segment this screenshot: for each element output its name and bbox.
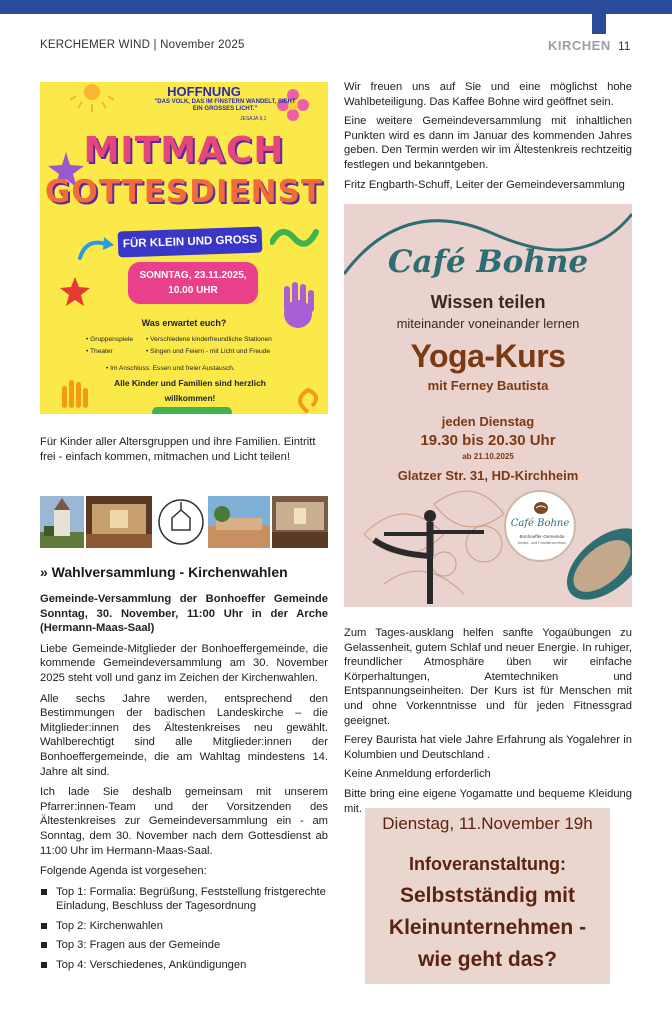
course-start: ab 21.10.2025 [462, 452, 514, 461]
swirl-icon [290, 382, 326, 414]
red-star-icon [60, 277, 90, 307]
agenda-item: Top 2: Kirchenwahlen [40, 919, 328, 934]
coffee-bean-icon [532, 500, 550, 516]
bullet-square-icon [41, 923, 47, 929]
expect-heading: Was erwartet euch? [141, 318, 227, 328]
hall-interior-photo [272, 496, 328, 548]
article-lead: Gemeinde-Versammlung der Bonhoeffer Gemeinde Sonntag, 30. November, 11:00 Uhr in der Arche (Hermann-Maas-Saal) [40, 593, 328, 635]
wahlversammlung-article-continued [344, 80, 632, 197]
section-label: KIRCHEN [548, 38, 611, 53]
course-time: 19.30 bis 20.30 Uhr [420, 432, 556, 449]
cafe-bohne-title: Café Bohne [387, 244, 589, 280]
welcome-text: Alle Kinder und Familien sind herzlich willkommen! [114, 378, 266, 403]
infoveranstaltung-poster [365, 808, 610, 984]
activity-item: • Im Anschluss: Essen und freier Austausch. [106, 365, 235, 372]
running-header: KERCHEMER WIND | November 2025 [40, 39, 245, 51]
quote-reference: JESAJA 9,1 [240, 116, 267, 122]
mitmach-gottesdienst-poster [40, 82, 328, 414]
arrow-swirl-icon [76, 234, 116, 264]
article-paragraph: Bitte bring eine eigene Yogamatte und bequeme Kleidung mit. [344, 787, 632, 815]
wahlversammlung-article [40, 592, 328, 978]
event-date-badge [128, 262, 258, 304]
article-paragraph: Wir freuen uns auf Sie und eine möglichst hohe Wahlbeteiligung. Das Kaffee Bohne wird geöffnet sein. [344, 81, 632, 108]
squiggle-icon [270, 222, 320, 252]
article-paragraph: Ich lade Sie deshalb gemeinsam mit unserem Pfarrer:innen-Team und der Vorsitzenden des Ältestenkreises zur Gemeindeversammlung ein - am Sonntag, dem 30. November nach dem Gottesdienst ab 11:00 Uhr im Hermann-Maas-Saal. [40, 786, 328, 857]
church-logo [156, 496, 206, 548]
activity-item: • Theater [86, 348, 113, 355]
course-address: Glatzer Str. 31, HD-Kirchheim [397, 468, 579, 483]
church-exterior-photo [40, 496, 84, 548]
agenda-item: Top 3: Fragen aus der Gemeinde [40, 938, 328, 953]
activity-item: • Verschiedene kinderfreundliche Stationen [146, 336, 272, 343]
teacher-name: mit Ferney Bautista [427, 378, 549, 393]
agenda-item: Top 4: Verschiedenes, Ankündigungen [40, 958, 328, 973]
bullet-square-icon [41, 962, 47, 968]
article-paragraph: Eine weitere Gemeindeversammlung mit inhaltlichen Punkten wird es dann im Januar des kommenden Jahres geben. Den Termin werden wir im Ältestenkreis rechtzeitig festlegen und bekanntgeben. [344, 115, 632, 171]
article-paragraph: Keine Anmeldung erforderlich [344, 768, 491, 781]
hoffnung-label: HOFFNUNG [167, 84, 241, 99]
section-heading-wahlversammlung: » Wahlversammlung - Kirchenwahlen [40, 564, 288, 580]
article-paragraph: Zum Tages-ausklang helfen sanfte Yogaübungen zu Gelassenheit, gutem Schlaf und neuer Energie. In ruhiger, freundlicher Atmosphäre üben wir einfache Körperhaltungen, Atemtechniken und Entspannungseinheiten. Der Kurs ist für Menschen mit und ohne Vorkenntnisse und für jeden Fitnessgrad geeignet. [344, 627, 632, 727]
event-title-line: wie geht das? [418, 948, 557, 971]
cafe-bohne-logo: Café Bohne Bonhoeffer-Gemeinde Kinder- und Familienzentrum [504, 490, 576, 562]
page-number: 11 [618, 39, 631, 53]
yoga-kurs-title: Yoga-Kurs [410, 338, 566, 374]
article-signature: Fritz Engbarth-Schuff, Leiter der Gemeindeversammlung [344, 178, 625, 191]
event-time: 10.00 UHR [168, 285, 218, 296]
activity-item: • Gruppenspiele [86, 336, 134, 343]
event-title-line: Kleinunternehmen - [388, 916, 587, 939]
hand-icon [58, 378, 94, 414]
event-date: Dienstag, 11.November 19h [382, 814, 593, 833]
bullet-square-icon [41, 942, 47, 948]
poster-caption: Für Kinder aller Altersgruppen und ihre Familien. Eintritt frei - einfach kommen, mitmachen und Licht teilen! [40, 436, 316, 463]
article-paragraph: Alle sechs Jahre werden, entsprechend den Bestimmungen der badischen Landeskirche – die Mitglieder:innen des Ältestenkreises neu gewählt. Wahlberechtigt sind alle Mitglieder:innen der Bonhoeffergemeinde, die am Wahltag mindestens 14. Jahre alt sind. [40, 692, 328, 778]
course-day: jeden Dienstag [441, 414, 535, 429]
event-title-line: Selbstständig mit [399, 884, 576, 907]
article-paragraph: Ferey Baurista hat viele Jahre Erfahrung als Yogalehrer in Kolumbien und Deutschland . [344, 734, 632, 761]
subtitle: miteinander voneinander lernen [396, 316, 580, 331]
arche-building-photo [208, 496, 270, 548]
church-interior-photo [86, 496, 152, 548]
top-bar-tab [592, 0, 606, 34]
bottom-decoration [152, 407, 232, 414]
poster-title-mitmach: MITMACH [83, 130, 285, 171]
klein-und-gross-band: FÜR KLEIN UND GROSS [118, 226, 263, 257]
event-date: SONNTAG, 23.11.2025, [139, 270, 247, 281]
agenda-list [40, 885, 328, 973]
bullet-square-icon [41, 889, 47, 895]
agenda-intro: Folgende Agenda ist vorgesehen: [40, 865, 207, 878]
wissen-teilen: Wissen teilen [430, 292, 546, 312]
event-type: Infoveranstaltung: [408, 854, 566, 874]
hoffnung-quote: "DAS VOLK, DAS IM FINSTERN WANDELT, SIEHT EIN GROSSES LICHT." [154, 99, 296, 112]
cafe-bohne-yoga-poster [344, 204, 632, 607]
article-paragraph: Liebe Gemeinde-Mitglieder der Bonhoeffergemeinde, die kommende Gemeindeversammlung am 30. November 2025 steht voll und ganz im Zeichen der Kirchenwahlen. [40, 642, 328, 684]
church-photo-strip [40, 496, 328, 548]
yoga-article [344, 626, 632, 821]
poster-title-gottesdienst: GOTTESDIENST [44, 174, 324, 210]
top-color-bar [0, 0, 672, 14]
yoga-figure-icon [374, 510, 484, 604]
activity-item: • Singen und Feiern - mit Licht und Freude [146, 348, 270, 355]
agenda-item: Top 1: Formalia: Begrüßung, Feststellung fristgerechte Einladung, Beschluss der Tagesordnung [40, 885, 328, 914]
